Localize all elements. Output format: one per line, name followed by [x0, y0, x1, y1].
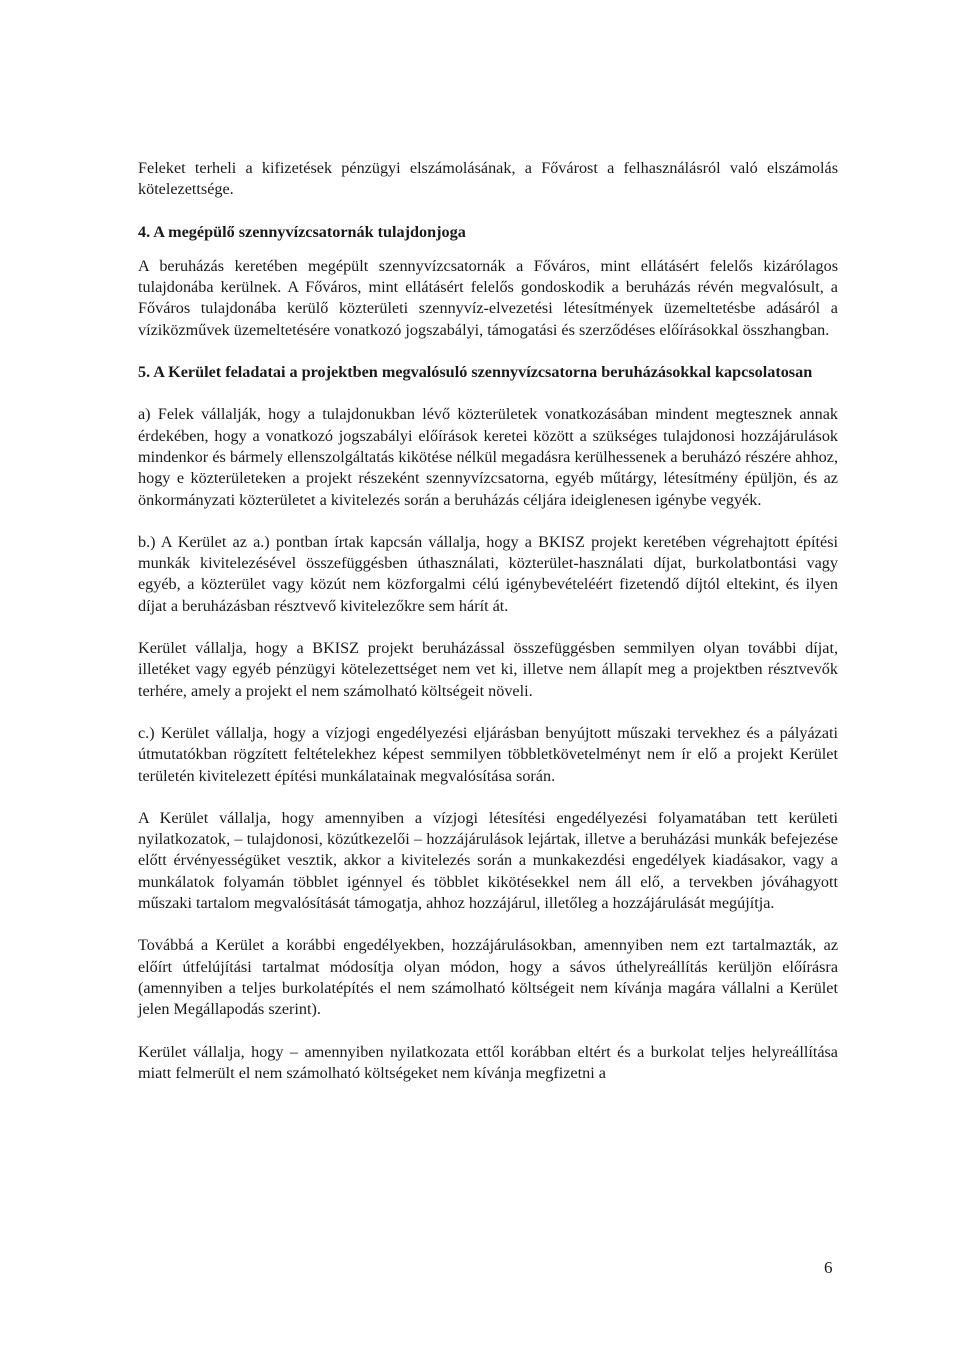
section-heading-5: 5. A Kerület feladatai a projektben megvalósuló szennyvízcsatorna beruházásokkal kapcsolatosan — [138, 363, 813, 382]
paragraph-point-a: a) Felek vállalják, hogy a tulajdonukban lévő közterületek vonatkozásában mindent megtesznek annak érdekében, hogy a vonatkozó jogszabályi előírások keretei között a szükséges tulajdonosi hozzájárulások mindenkor és bármely ellenszolgáltatás kikötése nélkül megadásra kerülhessenek a beruházó részére ahhoz, hogy e közterületeken a projekt részeként szennyvízcsatorna, egyéb műtárgy, létesítmény épüljön, és az önkormányzati közterületet a kivitelezés során a beruházás céljára ideiglenesen igénybe vegyék. — [138, 405, 838, 509]
paragraph-point-b-continued: Kerület vállalja, hogy a BKISZ projekt beruházással összefüggésben semmilyen olyan további díjat, illetéket vagy egyéb pénzügyi kötelezettséget nem vet ki, illetve nem állapít meg a projektben résztvevők terhére, amely a projekt el nem számolható költségeit növeli. — [138, 639, 838, 700]
paragraph-point-c-permits: A Kerület vállalja, hogy amennyiben a vízjogi létesítési engedélyezési folyamatában tett kerületi nyilatkozatok, – tulajdonosi, közútkezelői – hozzájárulások lejártak, illetve a beruházási munkák befejezése előtt érvényességüket vesztik, akkor a kivitelezés során a munkakezdési engedélyek kiadásakor, vagy a munkálatok folyamán többlet igénnyel és többlet kikötésekkel nem áll elő, a tervekben jóváhagyott műszaki tartalom megvalósítását támogatja, ahhoz hozzájárul, illetőleg a hozzájárulását megújítja. — [138, 808, 838, 913]
page-number: 6 — [824, 1258, 833, 1277]
paragraph-point-b: b.) A Kerület az a.) pontban írtak kapcsán vállalja, hogy a BKISZ projekt keretében végrehajtott építési munkák kivitelezésével összefüggésben úthasználati, közterület-használati díjat, burkolatbontási vagy egyéb, a közterület vagy közút nem közforgalmi célú igénybevételéért fizetendő díjtól eltekint, és ilyen díjat a beruházásban résztvevő kivitelezőkre sem hárít át. — [138, 532, 838, 615]
paragraph-point-c: c.) Kerület vállalja, hogy a vízjogi engedélyezési eljárásban benyújtott műszaki tervekhez és a pályázati útmutatókban rögzített feltételekhez képest semmilyen többletkövetelményt nem ír elő a projekt Kerület területén kivitelezett építési munkálatainak megvalósítása során. — [138, 723, 838, 785]
paragraph-point-c-costs: Kerület vállalja, hogy – amennyiben nyilatkozata ettől korábban eltért és a burkolat teljes helyreállítása miatt felmerült el nem számolható költségeket nem kívánja megfizetni a — [138, 1042, 838, 1082]
section-heading-4: 4. A megépülő szennyvízcsatornák tulajdonjoga — [138, 222, 466, 241]
paragraph-intro: Feleket terheli a kifizetések pénzügyi elszámolásának, a Fővárost a felhasználásról való elszámolás kötelezettsége. — [138, 159, 838, 199]
paragraph-point-c-road-restoration: Továbbá a Kerület a korábbi engedélyekben, hozzájárulásokban, amennyiben nem ezt tartalmazták, az előírt útfelújítási tartalmat módosítja olyan módon, hogy a sávos úthelyreállítás kerüljön előírásra (amennyiben a teljes burkolatépítés el nem számolható költségeit nem kívánja magára vállalni a Kerület jelen Megállapodás szerint). — [138, 936, 838, 1019]
document-body — [138, 158, 838, 1105]
paragraph-ownership: A beruházás keretében megépült szennyvízcsatornák a Főváros, mint ellátásért felelős kizárólagos tulajdonába kerülnek. A Főváros, mint ellátásért felelős gondoskodik a beruházás révén megvalósult, a Főváros tulajdonába kerülő közterületi szennyvíz-elvezetési létesítmények üzemeltetésbe adásáról a víziközművek üzemeltetésére vonatkozó jogszabályi, támogatási és szerződéses előírásokkal összhangban. — [138, 256, 838, 339]
